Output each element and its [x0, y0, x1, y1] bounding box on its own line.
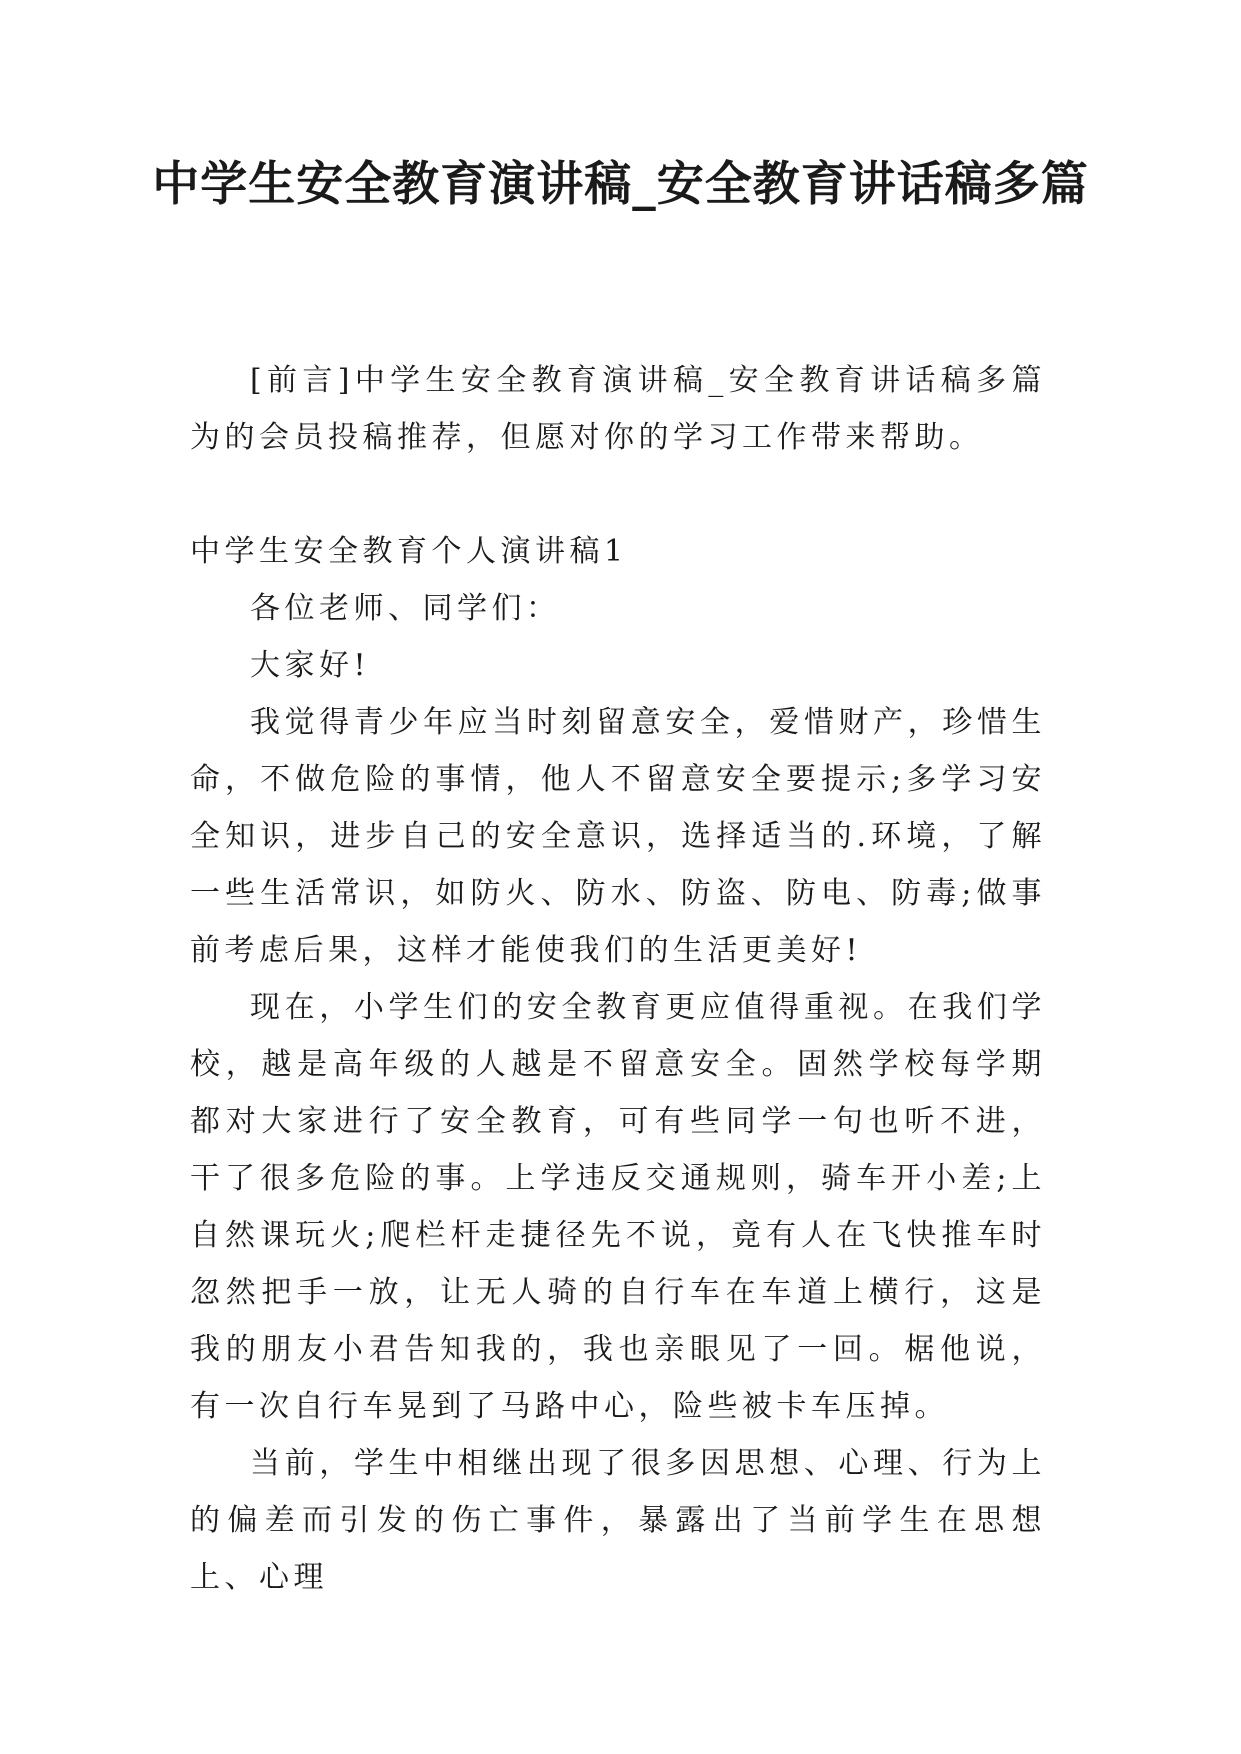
document-title: 中学生安全教育演讲稿_安全教育讲话稿多篇	[152, 157, 1089, 212]
body-paragraph: 我觉得青少年应当时刻留意安全，爱惜财产，珍惜生命，不做危险的事情，他人不留意安全要提示;多学习安全知识，进步自己的安全意识，选择适当的.环境，了解一些生活常识，如防火、防水、防盗、防电、防毒;做事前考虑后果，这样才能使我们的生活更美好!	[190, 705, 1046, 968]
preface-paragraph: [前言]中学生安全教育演讲稿_安全教育讲话稿多篇为的会员投稿推荐，但愿对你的学习工作带来帮助。	[190, 363, 1046, 455]
document-body	[190, 352, 1046, 1606]
body-paragraph: 现在，小学生们的安全教育更应值得重视。在我们学校，越是高年级的人越是不留意安全。固然学校每学期都对大家进行了安全教育，可有些同学一句也听不进，干了很多危险的事。上学违反交通规则，骑车开小差;上自然课玩火;爬栏杆走捷径先不说，竟有人在飞快推车时忽然把手一放，让无人骑的自行车在车道上横行，这是我的朋友小君告知我的，我也亲眼见了一回。椐他说，有一次自行车晃到了马路中心，险些被卡车压掉。	[190, 990, 1046, 1424]
body-paragraph: 各位老师、同学们：	[250, 591, 561, 626]
section-heading: 中学生安全教育个人演讲稿1	[190, 534, 628, 569]
body-paragraph: 大家好!	[250, 648, 371, 683]
body-paragraph: 当前，学生中相继出现了很多因思想、心理、行为上的偏差而引发的伤亡事件，暴露出了当前学生在思想上、心理	[190, 1446, 1046, 1595]
